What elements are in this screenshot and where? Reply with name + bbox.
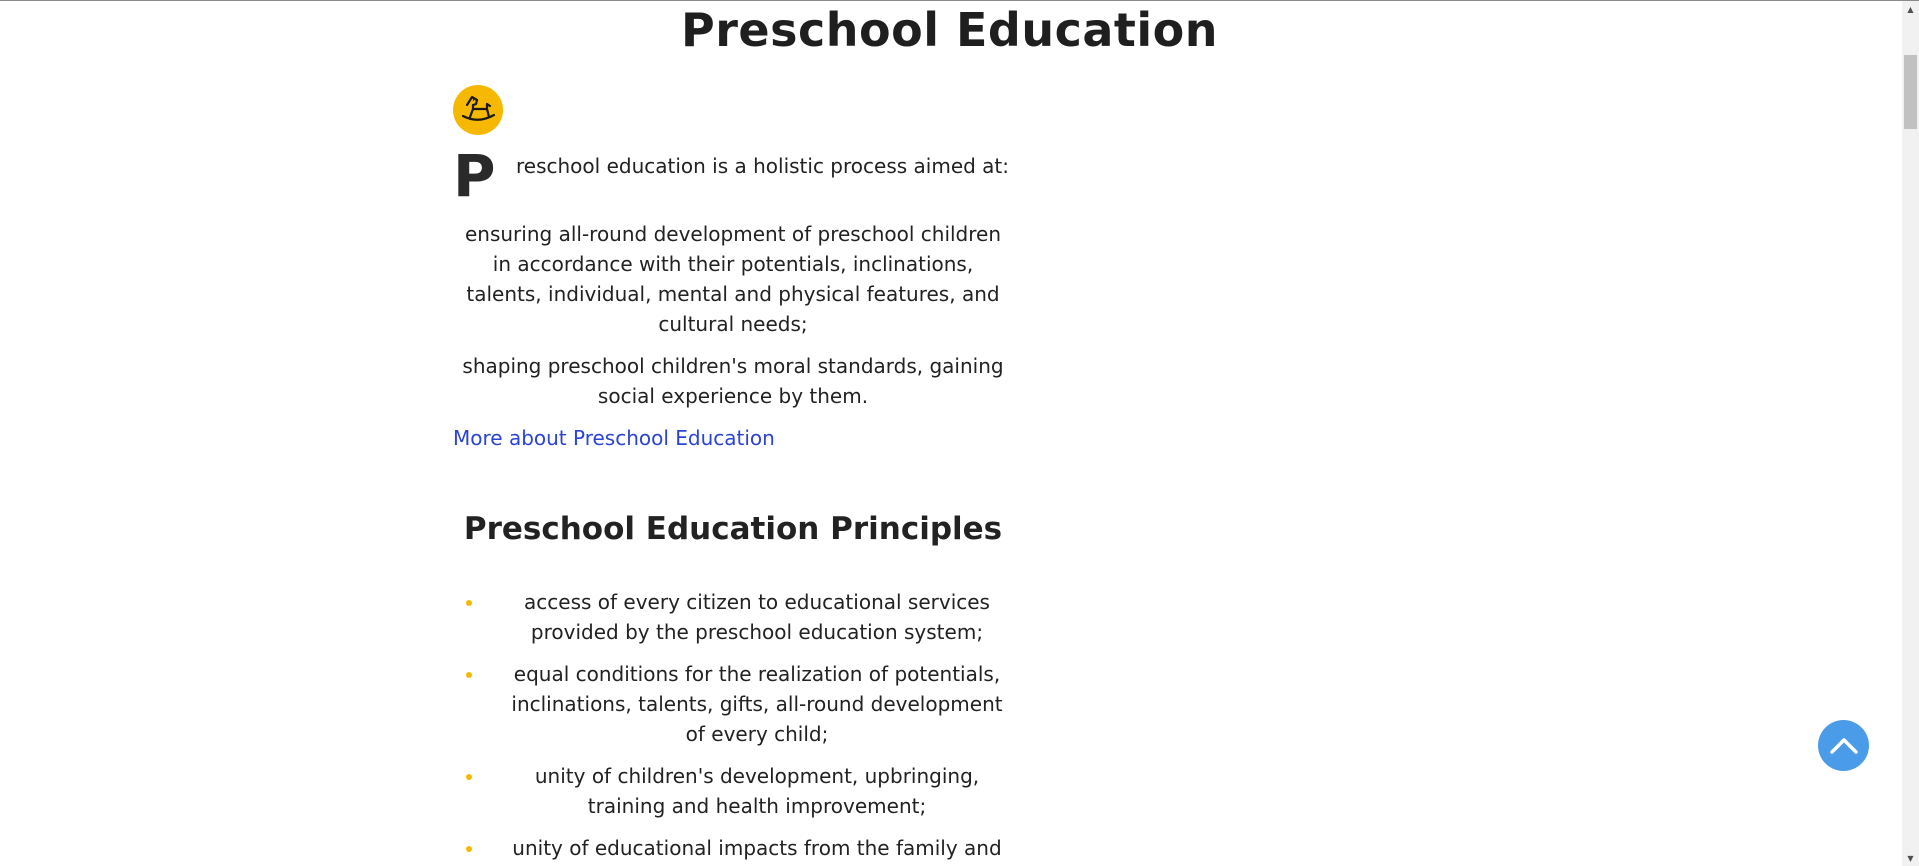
more-about-preschool-link[interactable]: More about Preschool Education — [453, 426, 775, 450]
list-item — [453, 761, 1013, 821]
back-to-top-button[interactable] — [1818, 720, 1869, 771]
principles-title: Preschool Education Principles — [463, 511, 1003, 547]
vertical-scrollbar[interactable] — [1902, 1, 1919, 866]
list-item — [453, 833, 1013, 863]
bullet-icon — [466, 774, 472, 780]
bullet-icon — [466, 846, 472, 852]
rocking-horse-icon — [453, 85, 503, 135]
drop-cap: P — [453, 142, 496, 210]
main-content — [453, 85, 1013, 866]
scrollbar-thumb[interactable] — [1904, 55, 1917, 129]
aim-paragraph: ensuring all-round development of preschool children in accordance with their potentials, inclinations, talents, individual, mental and physical features, and cultural needs; — [464, 222, 1002, 336]
list-item-text: equal conditions for the realization of potentials, inclinations, talents, gifts, all-round development of every child; — [511, 662, 1003, 746]
bullet-icon — [466, 672, 472, 678]
list-item-text: unity of educational impacts from the family and — [512, 836, 1002, 860]
page-title: Preschool Education — [681, 3, 1218, 57]
aim-paragraph: shaping preschool children's moral standards, gaining social experience by them. — [462, 354, 1004, 408]
scroll-down-arrow-icon[interactable]: ▼ — [1907, 854, 1914, 863]
bullet-icon — [466, 600, 472, 606]
list-item — [453, 587, 1013, 647]
list-item — [453, 659, 1013, 749]
intro — [453, 142, 1013, 211]
intro-text: reschool education is a holistic process aimed at: — [516, 154, 1010, 178]
scroll-up-arrow-icon[interactable]: ▲ — [1907, 5, 1914, 14]
list-item-text: unity of children's development, upbringing, training and health improvement; — [534, 764, 980, 818]
list-item-text: access of every citizen to educational services provided by the preschool education system; — [524, 590, 990, 644]
principles-list — [453, 587, 1013, 863]
chevron-up-icon — [1829, 736, 1859, 756]
